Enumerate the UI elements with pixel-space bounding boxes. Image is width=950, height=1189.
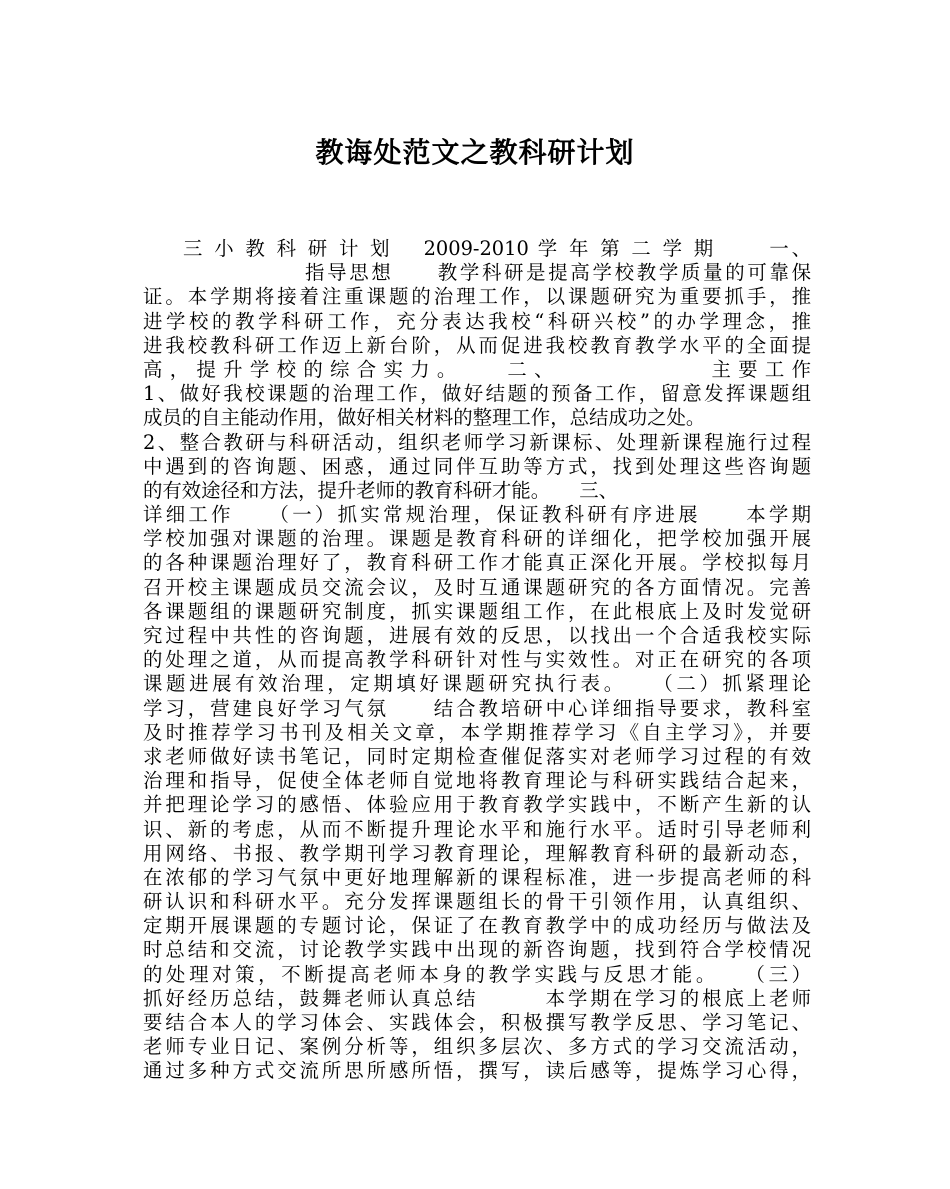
body-line: 及时推荐学习书刊及相关文章，本学期推荐学习《自主学习》，并要 (143, 720, 811, 744)
body-line: 研认识和科研水平。充分发挥课题组长的骨干引领作用，认真组织、 (143, 890, 811, 914)
body-line: 课题进展有效治理，定期填好课题研究执行表。 （二）抓紧理论 (143, 672, 811, 696)
body-line: 抓好经历总结，鼓舞老师认真总结 本学期在学习的根底上老师 (143, 986, 811, 1010)
body-line: 的各种课题治理好了，教育科研工作才能真正深化开展。学校拟每月 (143, 551, 811, 575)
body-line: 的处理对策，不断提高老师本身的教学实践与反思才能。 （三） (143, 962, 811, 986)
body-line: 三 小 教 科 研 计 划 2009-2010 学 年 第 二 学 期 一、 (183, 237, 811, 260)
body-line: 在浓郁的学习气氛中更好地理解新的课程标准，进一步提高老师的科 (143, 865, 811, 889)
body-line: 通过多种方式交流所思所感所悟，撰写，读后感等，提炼学习心得， (143, 1059, 811, 1083)
body-line: 2、整合教研与科研活动，组织老师学习新课标、处理新课程施行过程 (143, 430, 811, 454)
body-line: 学校加强对课题的治理。课题是教育科研的详细化，把学校加强开展 (143, 527, 811, 551)
body-line: 识、新的考虑，从而不断提升理论水平和施行水平。适时引导老师利 (143, 817, 811, 841)
body-line: 定期开展课题的专题讨论，保证了在教育教学中的成功经历与做法及 (143, 914, 811, 938)
body-line: 进我校教科研工作迈上新台阶，从而促进我校教育教学水平的全面提 (143, 333, 811, 357)
body-line: 进学校的教学科研工作，充分表达我校“科研兴校”的办学理念，推 (143, 309, 811, 333)
body-line: 详细工作 （一）抓实常规治理，保证教科研有序进展 本学期 (143, 503, 811, 527)
body-line: 老师专业日记、案例分析等，组织多层次、多方式的学习交流活动， (143, 1035, 811, 1059)
body-line: 指导思想 教学科研是提高学校教学质量的可靠保 (305, 261, 811, 285)
body-line: 中遇到的咨询题、困惑，通过同伴互助等方式，找到处理这些咨询题 (143, 454, 811, 478)
document-title: 教诲处范文之教科研计划 (315, 136, 635, 169)
body-line: 召开校主课题成员交流会议，及时互通课题研究的各方面情况。完善 (143, 575, 811, 599)
document-body (143, 237, 811, 1084)
body-line: 时总结和交流，讨论教学实践中出现的新咨询题，找到符合学校情况 (143, 938, 811, 962)
body-line: 的有效途径和方法，提升老师的教育科研才能。 三、 (143, 478, 619, 502)
body-line: 究过程中共性的咨询题，进展有效的反思，以找出一个合适我校实际 (143, 624, 811, 647)
body-line: 各课题组的课题研究制度，抓实课题组工作，在此根底上及时发觉研 (143, 599, 811, 623)
body-line: 并把理论学习的感悟、体验应用于教育教学实践中，不断产生新的认 (143, 793, 811, 817)
body-line: 用网络、书报、教学期刊学习教育理论，理解教育科研的最新动态， (143, 841, 811, 865)
body-line: 证。本学期将接着注重课题的治理工作，以课题研究为重要抓手，推 (143, 285, 811, 309)
body-line: 学习，营建良好学习气氛 结合教培研中心详细指导要求，教科室 (143, 696, 811, 720)
body-line: 高，提升学校的综合实力。 二、 主要工作 (143, 357, 811, 381)
body-line: 求老师做好读书笔记，同时定期检查催促落实对老师学习过程的有效 (143, 744, 811, 768)
body-line: 成员的自主能动作用，做好相关材料的整理工作，总结成功之处。 (143, 406, 706, 430)
body-line: 要结合本人的学习体会、实践体会，积极撰写教学反思、学习笔记、 (143, 1011, 811, 1034)
body-line: 1、做好我校课题的治理工作，做好结题的预备工作，留意发挥课题组 (143, 382, 811, 406)
body-line: 治理和指导，促使全体老师自觉地将教育理论与科研实践结合起来， (143, 769, 811, 793)
body-line: 的处理之道，从而提高教学科研针对性与实效性。对正在研究的各项 (143, 648, 811, 672)
